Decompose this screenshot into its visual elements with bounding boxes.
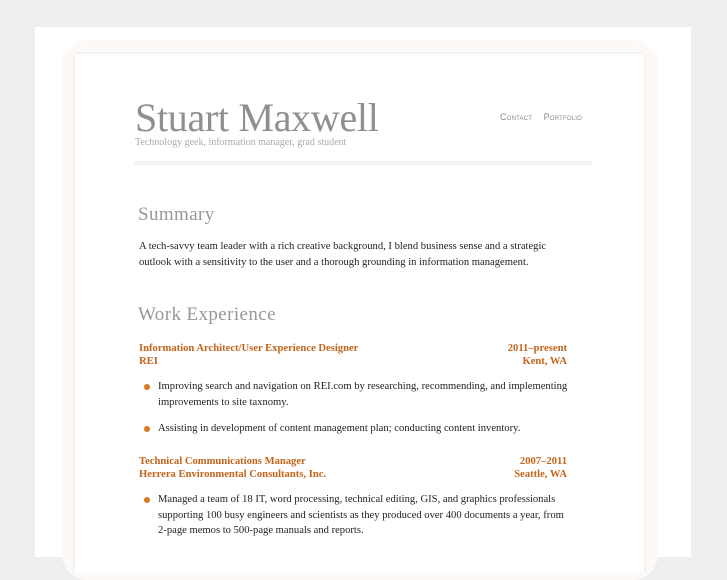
- header-divider: [134, 161, 592, 165]
- section-title-summary: Summary: [138, 204, 215, 225]
- nav-link-portfolio[interactable]: Portfolio: [543, 112, 583, 122]
- bullet-text: Assisting in development of content management plan; conducting content inventory.: [158, 423, 521, 434]
- section-title-work-experience: Work Experience: [138, 304, 276, 325]
- job-title: Information Architect/User Experience Designer: [139, 343, 359, 354]
- job-header: [139, 342, 567, 368]
- top-nav: [500, 112, 591, 122]
- job-bullet-list: [139, 379, 569, 448]
- job-header: [139, 455, 567, 481]
- job-location: Kent, WA: [522, 356, 567, 367]
- job-dates: 2007–2011: [519, 456, 567, 467]
- job-title: Technical Communications Manager: [139, 456, 306, 467]
- list-item: [139, 421, 569, 437]
- job-company: REI: [139, 356, 158, 367]
- summary-text: A tech-savvy team leader with a rich creative background, I blend business sense and a strategic outlook with a sensitivity to the user and a thorough grounding in information management.: [139, 241, 547, 268]
- bullet-icon: [144, 384, 150, 390]
- list-item: [139, 492, 569, 539]
- bullet-text: Improving search and navigation on REI.com by researching, recommending, and implementing improvements to site taxnomy.: [158, 381, 568, 408]
- job-bullet-list: [139, 492, 569, 550]
- bullet-text: Managed a team of 18 IT, word processing, technical editing, GIS, and graphics professionals supporting 100 busy engineers and scientists as they produced over 400 documents a year, from 2-page memos to 500-page manuals and reports.: [158, 494, 564, 536]
- page-title: Stuart Maxwell: [135, 95, 379, 140]
- job-dates: 2011–present: [507, 343, 567, 354]
- job-location: Seattle, WA: [514, 469, 567, 480]
- job-company: Herrera Environmental Consultants, Inc.: [139, 469, 327, 480]
- nav-link-contact[interactable]: Contact: [500, 112, 533, 122]
- bullet-icon: [144, 497, 150, 503]
- list-item: [139, 379, 569, 410]
- bullet-icon: [144, 426, 150, 432]
- tagline: Technology geek, information manager, grad student: [135, 137, 347, 148]
